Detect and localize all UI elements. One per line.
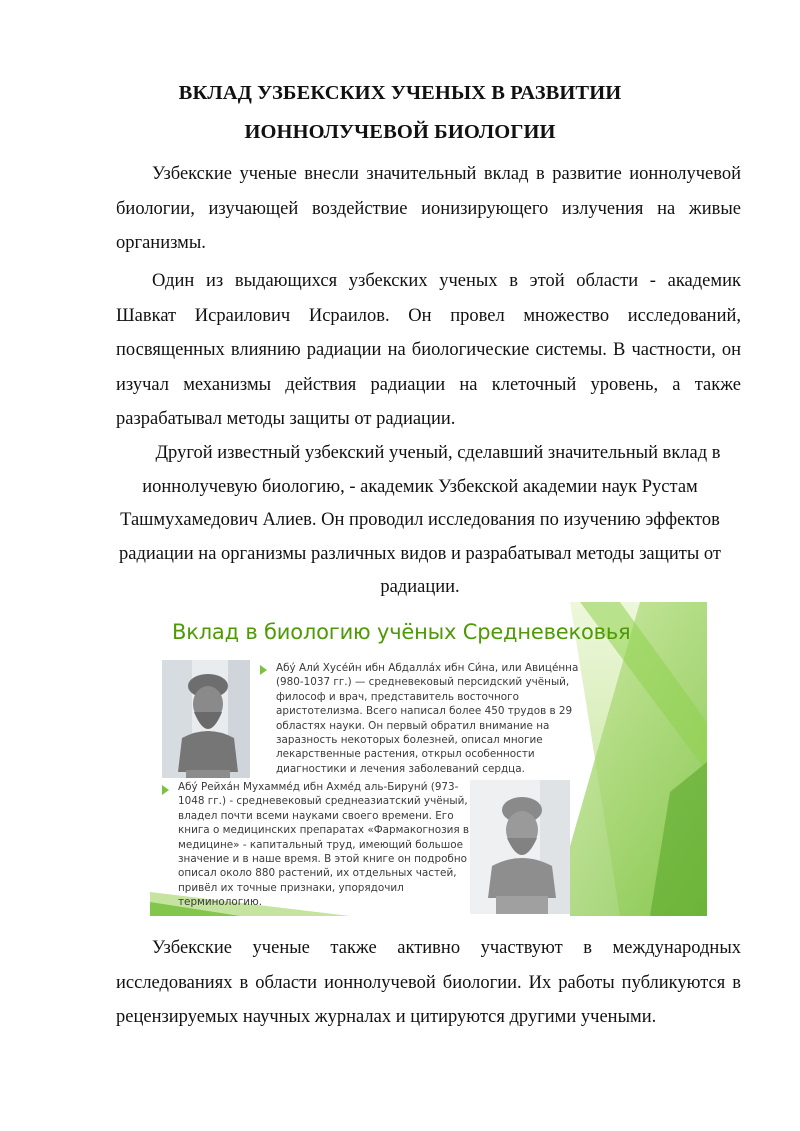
bullet-line: (980-1037 гг.) — средневековый персидский учёный,	[276, 676, 570, 689]
bust-illustration-icon	[162, 660, 250, 778]
bullet-line: аристотелизма. Всего написал более 450 трудов в 29	[276, 705, 573, 718]
bullet-line: описал около 880 растений, их отдельных частей,	[178, 867, 457, 880]
text-line: Один из выдающихся узбекских ученых в этой области - академик	[152, 271, 741, 291]
paragraph-israilov	[116, 264, 741, 437]
text-line: Узбекские ученые также активно участвуют в международных	[152, 938, 741, 958]
paragraph-aliev	[100, 437, 740, 605]
bullet-line: диагностики и лечения заболеваний сердца.	[276, 762, 525, 775]
text-line: исследованиях в области ионнолучевой биологии. Их работы публикуются в	[116, 972, 741, 993]
bullet-arrow-icon	[260, 665, 267, 675]
text-line: организмы.	[116, 233, 206, 253]
slide-title: Вклад в биологию учёных Средневековья	[172, 620, 631, 644]
slide-bullet-avicenna	[276, 661, 578, 776]
text-line: посвященных влиянию радиации на биологические системы. В частности, он	[116, 340, 741, 360]
slide-image	[150, 602, 707, 916]
paragraph-international	[116, 931, 741, 1035]
slide-bullet-biruni	[178, 780, 469, 910]
bullet-line: областях науки. Он первый обратил внимание на	[276, 719, 550, 732]
bullet-line: философ и врач, представитель восточного	[276, 690, 519, 703]
text-line: разрабатывал методы защиты от радиации.	[116, 409, 456, 429]
text-line: ионнолучевую биологию, - академик Узбекской академии наук Рустам	[142, 476, 698, 497]
bullet-line: книга о медицинских препаратах «Фармакогнозия в	[178, 824, 470, 837]
bullet-line: медицине» - капитальный труд, имеющий большое	[178, 838, 464, 851]
text-line: Шавкат Исраилович Исраилов. Он провел множество исследований,	[116, 305, 741, 326]
text-line: биологии, изучающей воздействие ионизирующего излучения на живые	[116, 198, 741, 219]
text-line: изучал механизмы действия радиации на клеточный уровень, а также	[116, 374, 741, 395]
bullet-line: заразность некоторых болезней, описал многие	[276, 734, 543, 747]
bullet-line: терминологию.	[178, 896, 263, 909]
avicenna-bust-photo	[162, 660, 250, 778]
title-line-2: ИОННОЛУЧЕВОЙ БИОЛОГИИ	[244, 121, 556, 143]
text-line: Узбекские ученые внесли значительный вклад в развитие ионнолучевой	[152, 164, 741, 184]
paragraph-intro	[116, 157, 741, 261]
biruni-bust-photo	[470, 780, 570, 914]
bullet-line: владел почти всеми науками своего времени. Его	[178, 809, 454, 822]
text-line: Ташмухамедович Алиев. Он проводил исследования по изучению эффектов	[120, 510, 720, 530]
bullet-line: привёл их точные признаки, упорядочил	[178, 881, 404, 894]
bullet-line: 1048 гг.) - средневековый среднеазиатский учёный,	[178, 795, 468, 808]
text-line: рецензируемых научных журналах и цитируются другими учеными.	[116, 1007, 657, 1027]
text-line: радиации на организмы различных видов и разрабатывал методы защиты от	[119, 543, 721, 564]
bullet-line: значение и в наше время. В этой книге он подробно	[178, 853, 467, 866]
title-line-1: ВКЛАД УЗБЕКСКИХ УЧЕНЫХ В РАЗВИТИИ	[178, 82, 622, 104]
text-line: радиации.	[380, 577, 460, 597]
text-line: Другой известный узбекский ученый, сделавший значительный вклад в	[155, 443, 721, 463]
document-title	[0, 74, 800, 152]
bullet-arrow-icon	[162, 785, 169, 795]
bullet-line: Абу́ Рейха́н Мухамме́д ибн Ахме́д аль-Бируни́ (973-	[178, 781, 459, 793]
bullet-line: лекарственные растения, открыл особенности	[276, 748, 535, 761]
bullet-line: Абу́ Али́ Хусе́йн ибн Абдалла́х ибн Си́на, или Авице́нна	[276, 662, 579, 674]
bust-illustration-icon	[470, 780, 570, 914]
